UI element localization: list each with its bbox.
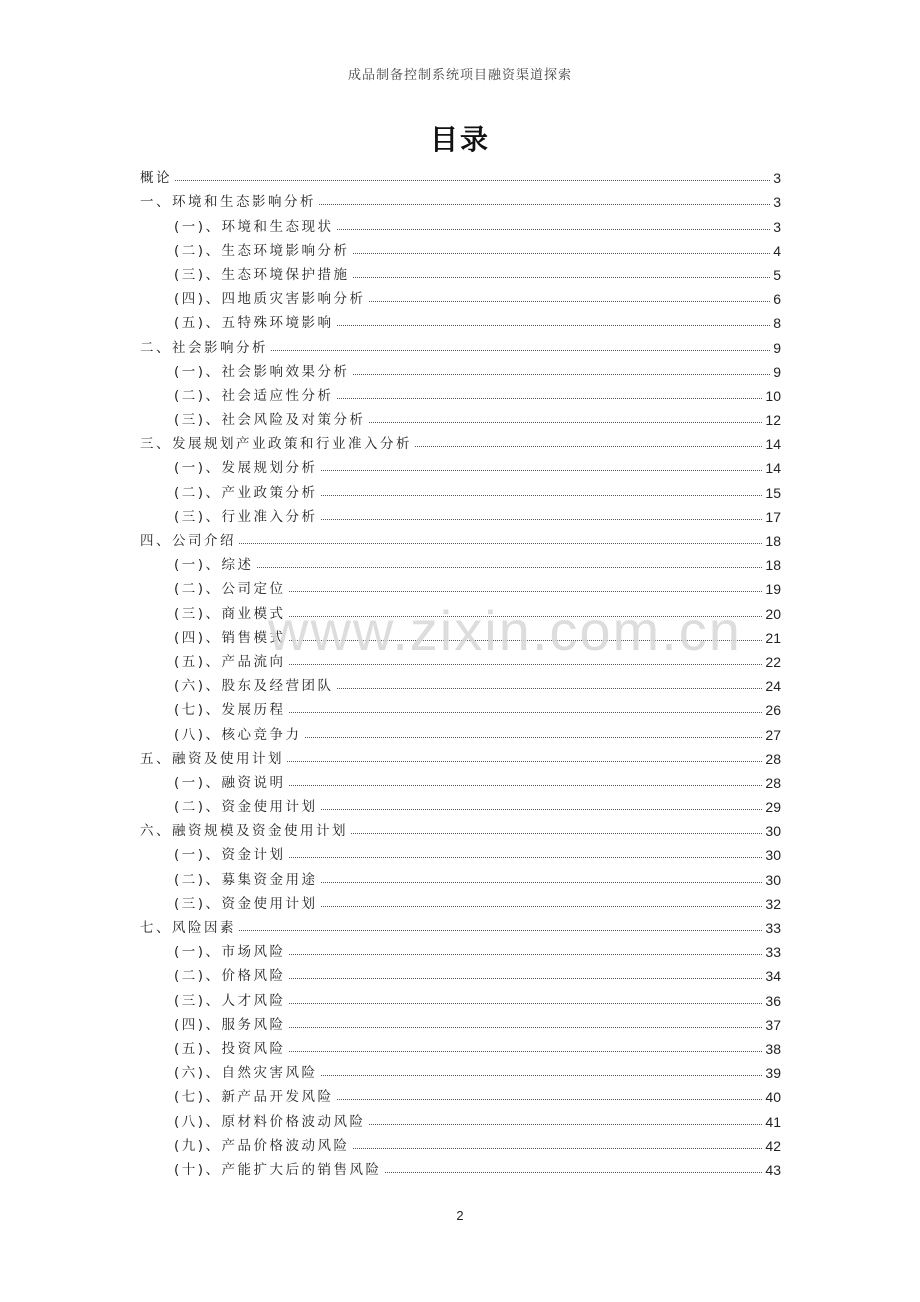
toc-entry-page: 10 (765, 387, 781, 404)
toc-entry-page: 21 (765, 629, 781, 646)
toc-entry[interactable] (140, 428, 781, 452)
toc-entry[interactable] (140, 912, 781, 936)
toc-entry-label: (四)、服务风险 (174, 1016, 286, 1033)
toc-leader-dots (319, 203, 770, 205)
toc-entry-page: 15 (765, 484, 781, 501)
watermark: www.zixin.com.cn (268, 599, 742, 662)
toc-entry-page: 5 (773, 266, 781, 283)
toc-entry-page: 3 (773, 170, 781, 187)
toc-entry-label: (三)、人才风险 (174, 992, 286, 1009)
toc-entry-label: (一)、市场风险 (174, 944, 286, 961)
toc-entry-label: (四)、四地质灾害影响分析 (174, 291, 366, 308)
toc-entry-page: 38 (765, 1040, 781, 1057)
toc-entry-page: 18 (765, 533, 781, 549)
toc-entry-label: (二)、社会适应性分析 (174, 387, 334, 404)
toc-entry[interactable] (140, 573, 781, 597)
toc-entry-page: 20 (765, 605, 781, 622)
toc-entry[interactable] (140, 380, 781, 404)
toc-entry-label: (一)、社会影响效果分析 (174, 363, 350, 380)
toc-entry[interactable] (140, 839, 781, 863)
toc-entry-page: 40 (765, 1089, 781, 1106)
toc-entry-page: 33 (765, 920, 781, 936)
toc-leader-dots (353, 276, 771, 278)
toc-leader-dots (321, 469, 763, 471)
toc-entry-label: 一、环境和生态影响分析 (140, 194, 316, 211)
toc-entry-page: 18 (765, 557, 781, 574)
toc-entry[interactable] (140, 549, 781, 573)
toc-entry[interactable] (140, 331, 781, 355)
toc-entry-label: (三)、社会风险及对策分析 (174, 412, 366, 429)
toc-leader-dots (321, 905, 763, 907)
toc-entry-page: 22 (765, 653, 781, 670)
toc-leader-dots (353, 252, 771, 254)
toc-leader-dots (239, 542, 762, 544)
toc-leader-dots (353, 373, 771, 375)
toc-entry-page: 29 (765, 799, 781, 816)
toc-entry-page: 9 (773, 339, 781, 356)
toc-entry[interactable] (140, 1057, 781, 1081)
toc-entry-label: 七、风险因素 (140, 920, 236, 936)
toc-entry-label: (一)、发展规划分析 (174, 460, 318, 477)
toc-entry[interactable] (140, 670, 781, 694)
toc-entry-label: (七)、新产品开发风险 (174, 1089, 334, 1106)
toc-entry[interactable] (140, 404, 781, 428)
toc-entry[interactable] (140, 1081, 781, 1105)
toc-leader-dots (289, 663, 763, 665)
toc-leader-dots (289, 711, 763, 713)
toc-entry-page: 28 (765, 750, 781, 767)
toc-leader-dots (321, 808, 763, 810)
toc-entry-label: (二)、资金使用计划 (174, 799, 318, 816)
toc-entry-page: 43 (765, 1161, 781, 1178)
toc-entry[interactable] (140, 186, 781, 210)
toc-entry-label: (一)、资金计划 (174, 847, 286, 864)
toc-leader-dots (337, 228, 771, 230)
toc-entry[interactable] (140, 1130, 781, 1154)
toc-entry-page: 9 (773, 363, 781, 380)
toc-leader-dots (321, 494, 763, 496)
toc-entry-page: 42 (765, 1137, 781, 1154)
toc-leader-dots (287, 760, 762, 762)
toc-leader-dots (289, 784, 763, 786)
toc-entry-label: (二)、公司定位 (174, 581, 286, 598)
toc-entry[interactable] (140, 452, 781, 476)
toc-entry-page: 14 (765, 460, 781, 477)
toc-leader-dots (239, 929, 762, 931)
toc-leader-dots (353, 1147, 763, 1149)
toc-entry-page: 14 (765, 436, 781, 453)
toc-leader-dots (369, 300, 771, 302)
toc-leader-dots (369, 1123, 763, 1125)
toc-leader-dots (369, 421, 763, 423)
toc-entry-page: 19 (765, 581, 781, 598)
toc-leader-dots (289, 856, 763, 858)
toc-leader-dots (271, 349, 770, 351)
toc-entry[interactable] (140, 283, 781, 307)
toc-entry-page: 36 (765, 992, 781, 1009)
toc-leader-dots (289, 1050, 763, 1052)
toc-entry-label: (五)、投资风险 (174, 1040, 286, 1057)
toc-entry-page: 39 (765, 1065, 781, 1082)
toc-entry-label: (四)、销售模式 (174, 629, 286, 646)
toc-leader-dots (337, 324, 771, 326)
toc-entry-label: 二、社会影响分析 (140, 339, 268, 356)
toc-entry-page: 3 (773, 194, 781, 211)
toc-entry-page: 34 (765, 968, 781, 985)
toc-entry-page: 8 (773, 315, 781, 332)
toc-entry-label: (五)、五特殊环境影响 (174, 315, 334, 332)
toc-entry-label: (一)、环境和生态现状 (174, 218, 334, 235)
toc-leader-dots (289, 1002, 763, 1004)
toc-entry-page: 27 (765, 726, 781, 743)
toc-entry[interactable] (140, 984, 781, 1008)
toc-leader-dots (337, 397, 763, 399)
toc-entry-page: 30 (765, 871, 781, 888)
toc-leader-dots (289, 977, 763, 979)
toc-entry-label: (二)、生态环境影响分析 (174, 242, 350, 259)
toc-leader-dots (175, 179, 770, 181)
toc-leader-dots (257, 566, 763, 568)
toc-entry-label: (五)、产品流向 (174, 653, 286, 670)
toc-entry-label: (九)、产品价格波动风险 (174, 1137, 350, 1154)
toc-entry-label: (十)、产能扩大后的销售风险 (174, 1161, 382, 1178)
toc-entry-page: 41 (765, 1113, 781, 1130)
toc-leader-dots (289, 1026, 763, 1028)
page-number: 2 (456, 1208, 464, 1223)
toc-entry[interactable] (140, 501, 781, 525)
toc-entry[interactable] (140, 791, 781, 815)
toc-entry-label: (一)、融资说明 (174, 774, 286, 791)
toc-entry-page: 4 (773, 242, 781, 259)
toc-entry-label: (一)、综述 (174, 557, 254, 574)
toc-leader-dots (337, 687, 763, 689)
toc-entry[interactable] (140, 1009, 781, 1033)
toc-entry-label: (六)、自然灾害风险 (174, 1065, 318, 1082)
toc-entry[interactable] (140, 235, 781, 259)
toc-entry-page: 28 (765, 774, 781, 791)
toc-leader-dots (321, 1074, 763, 1076)
toc-entry-label: 三、发展规划产业政策和行业准入分析 (140, 436, 412, 453)
toc-entry-label: 六、融资规模及资金使用计划 (140, 823, 348, 840)
toc-entry[interactable] (140, 1154, 781, 1178)
toc-leader-dots (337, 1098, 763, 1100)
toc-entry[interactable] (140, 694, 781, 718)
toc-entry[interactable] (140, 936, 781, 960)
toc-entry[interactable] (140, 815, 781, 839)
toc-entry-label: (六)、股东及经营团队 (174, 678, 334, 695)
toc-entry-label: (二)、募集资金用途 (174, 871, 318, 888)
toc-entry[interactable] (140, 863, 781, 887)
toc-entry[interactable] (140, 162, 781, 186)
toc-leader-dots (289, 590, 763, 592)
toc-leader-dots (289, 953, 763, 955)
toc-leader-dots (385, 1171, 763, 1173)
toc-entry[interactable] (140, 356, 781, 380)
toc-leader-dots (351, 832, 762, 834)
toc-entry[interactable] (140, 1033, 781, 1057)
toc-entry-label: (三)、生态环境保护措施 (174, 266, 350, 283)
toc-entry-label: (七)、发展历程 (174, 702, 286, 719)
toc-entry-page: 33 (765, 944, 781, 961)
toc-entry-label: (三)、资金使用计划 (174, 895, 318, 912)
toc-entry[interactable] (140, 210, 781, 234)
toc-leader-dots (415, 445, 762, 447)
toc-entry-page: 6 (773, 291, 781, 308)
toc-entry-label: (八)、原材料价格波动风险 (174, 1113, 366, 1130)
toc-entry-label: 四、公司介绍 (140, 533, 236, 549)
toc-entry-page: 3 (773, 218, 781, 235)
toc-entry[interactable] (140, 960, 781, 984)
table-of-contents (140, 162, 781, 1178)
toc-entry[interactable] (140, 476, 781, 500)
toc-entry-label: (二)、价格风险 (174, 968, 286, 985)
page-title: 目录 (429, 123, 490, 156)
toc-leader-dots (321, 881, 763, 883)
toc-entry-page: 30 (765, 823, 781, 840)
toc-entry-label: (二)、产业政策分析 (174, 484, 318, 501)
toc-entry-label: 五、融资及使用计划 (140, 750, 284, 767)
toc-entry[interactable] (140, 767, 781, 791)
toc-entry[interactable] (140, 1105, 781, 1129)
toc-entry[interactable] (140, 307, 781, 331)
toc-entry-label: 概论 (140, 170, 172, 187)
toc-entry-page: 37 (765, 1016, 781, 1033)
toc-leader-dots (321, 518, 763, 520)
toc-entry[interactable] (140, 743, 781, 767)
toc-entry-label: (八)、核心竞争力 (174, 726, 302, 743)
toc-leader-dots (305, 736, 763, 738)
toc-entry-label: (三)、商业模式 (174, 605, 286, 622)
toc-entry[interactable] (140, 259, 781, 283)
toc-entry-page: 26 (765, 702, 781, 719)
toc-entry-page: 24 (765, 678, 781, 695)
toc-entry[interactable] (140, 718, 781, 742)
toc-entry-page: 30 (765, 847, 781, 864)
running-header: 成品制备控制系统项目融资渠道探索 (347, 68, 572, 83)
toc-entry-page: 17 (765, 508, 781, 525)
toc-entry[interactable] (140, 525, 781, 549)
toc-entry-page: 32 (765, 895, 781, 912)
toc-entry-page: 12 (765, 412, 781, 429)
toc-entry[interactable] (140, 888, 781, 912)
toc-entry-label: (三)、行业准入分析 (174, 508, 318, 525)
